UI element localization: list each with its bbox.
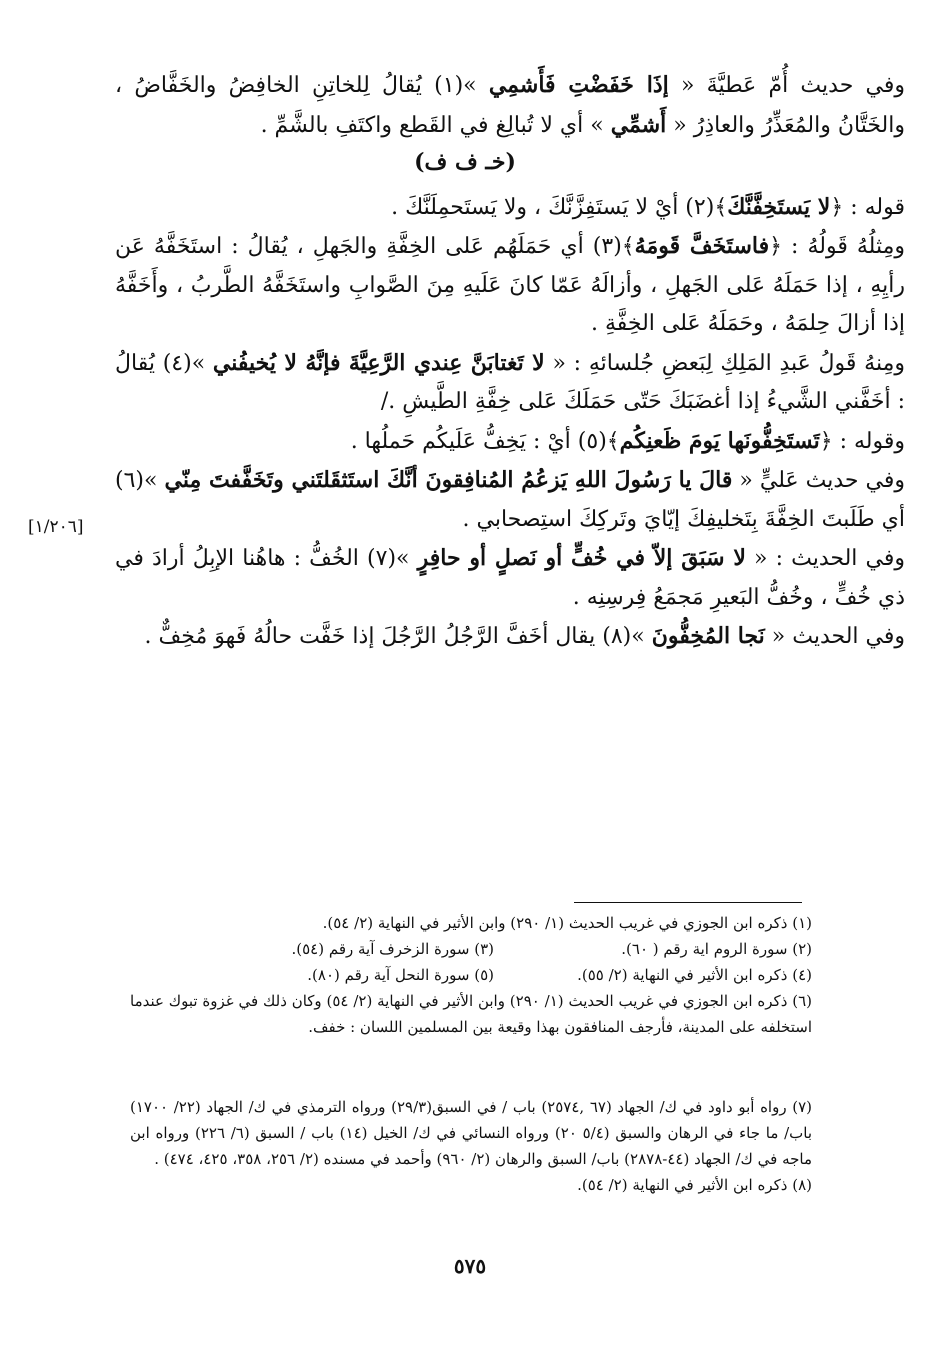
text-run: قوله : ﴿ — [830, 194, 905, 220]
paragraph — [115, 188, 905, 228]
hadith-quote: قالَ يا رَسُولَ اللهِ يَزعُمُ المُنافِقونَ أنَّكَ استَثقَلتَني وتَخَفَّفتَ مِنّي — [164, 467, 733, 493]
footnotes-group-2 — [130, 1094, 812, 1198]
text-run: وفي حديث عَليٍّ « — [732, 468, 906, 493]
hadith-quote: نَجا المُخِفُّونَ — [651, 623, 765, 649]
footnote: (٤) ذكره ابن الأثير في النهاية (٢/ ٥٥). — [577, 966, 812, 984]
footnote: (٣) سورة الزخرف آية رقم (٥٤). — [291, 940, 494, 958]
footnote: (٢) سورة الروم اية رقم ( ٦٠). — [621, 940, 812, 958]
paragraph — [115, 539, 905, 617]
text-run: وفي الحديث : « — [745, 546, 906, 571]
text-run: »(٦) أي طَلَبتَ الخِفَّةَ بِتَخليفِكَ إيّايَ وتَركِكَ استِصحابي . — [115, 468, 905, 532]
paragraph — [115, 617, 905, 657]
quran-quote: تَستَخِفُّونَها يَومَ ظَعنِكُم — [619, 427, 820, 454]
footnote: (٧) رواه أبو داود في ك/ الجهاد (٦٧ ,٢٥٧٤) باب / في السبق(٢٩/٣) ورواه الترمذي في ك/ الجهاد (٢٢/ ١٧٠٠) باب/ ما جاء في الرهان والسبق (٥/٤ ٢٠) ورواه النسائي في ك/ الخيل (١٤) باب / السبق (٦/ ٢٢٦) ورواه ابن ماجه في ك/ الجهاد (٤٤-٢٨٧٨) باب/ السبق والرهان (٢/ ٩٦٠) وأحمد في مسنده (٢/ ٢٥٦، ٣٥٨، ٤٢٥، ٤٧٤) . — [130, 1098, 813, 1168]
entry-heading: (خـ ف ف) — [414, 149, 516, 175]
page-number: ٥٧٥ — [453, 1254, 487, 1278]
main-text — [115, 66, 905, 657]
quran-quote: فاستَخَفَّ قَومَهُ — [634, 233, 770, 259]
hadith-quote: أَشمِّي — [610, 111, 667, 138]
paragraph — [115, 461, 905, 539]
text-run: ﴾(٢) أيْ لا يَستَفِزَّنَّكَ ، ولا يَستَحمِلَنَّكَ . — [391, 194, 728, 220]
hadith-quote: لا سَبَقَ إلاّ في خُفٍّ أو نَصلٍ أو حافِرٍ — [417, 545, 746, 571]
margin-page-reference: [١/٢٠٦] — [28, 517, 84, 537]
text-run: » أي لا تُبالِغ في القَطع واكتَفِ بالشَّمِّ . — [260, 112, 611, 138]
text-run: ومِنهُ قَولُ عَبدِ المَلِكِ لِبَعضِ جُلسائهِ : « — [544, 350, 905, 376]
paragraph — [115, 422, 905, 462]
text-run: »(١) يُقالُ لِلخاتِنِ الخافِضُ والخَفَّاضُ ، والخَتَّانُ والمُعَذِّرُ والعاذِرُ « — [115, 73, 905, 138]
hadith-quote: إذَا خَفَضْتِ فَأَشمِي — [488, 72, 669, 98]
paragraph — [115, 227, 905, 344]
text-run: »(٤) يُقالُ : أخَفَّني الشَّيءُ إذا أغضَبَكَ حَتّى حَمَلَكَ عَلى خِفَّةِ الطَّيشِ ./ — [115, 350, 905, 414]
text-run: ومِثلُهُ قَولُهُ : ﴿ — [769, 234, 906, 259]
footnote: (٦) ذكره ابن الجوزي في غريب الحديث (١/ ٢٩٠) وابن الأثير في النهاية (٢/ ٥٤) وكان ذلك في غزوة تبوك عندما استخلفه على المدينة، فأرجف المنافقون بهذا وقيعة بين المسلمين اللسان : خفف. — [130, 992, 812, 1036]
footnote-row — [130, 962, 812, 988]
text-run: وفي الحديث « — [764, 624, 905, 649]
footnote-separator — [574, 902, 802, 903]
text-run: »(٧) الخُفُّ : هاهُنا الإبِلُ أرادَ في ذي خُفٍّ ، وخُفُّ البَعيرِ مَجمَعُ فِرسِنِه . — [115, 546, 905, 610]
paragraph — [115, 344, 905, 422]
text-run: وفي حديث أُمّ عَطيَّةَ « — [668, 73, 905, 98]
footnote: (٨) ذكره ابن الأثير في النهاية (٢/ ٥٤). — [577, 1176, 812, 1194]
hadith-quote: لا تَغتابَنَّ عِندي الرَّعِيَّةَ فإنَّهُ لا يُخيفُني — [212, 349, 545, 376]
footnote-row — [130, 936, 812, 962]
text-run: ﴾(٥) أيْ : يَخِفُّ عَلَيكُم حَملُها . — [350, 428, 620, 454]
text-run: ﴾(٣) أي حَمَلَهُم عَلى الخِفَّةِ والجَهلِ ، يُقالُ : استَخَفَّهُ عَن رأيِهِ ، إذا حَمَلَهُ عَلى الجَهلِ ، وأزالَهُ عَمّا كانَ عَلَيهِ مِنَ الصَّوابِ واستَخَفَّهُ الطَّربُ ، وأَخَفَّهُ إذا أزالَ حِلمَهُ ، وحَمَلَهُ عَلى الخِفَّةِ . — [115, 234, 905, 336]
text-run: »(٨) يقال أخَفَّ الرَّجُلُ الرَّجُلَ إذا خَفَّت حالُهُ فَهوَ مُخِفٌّ . — [144, 624, 652, 649]
footnote: (٥) سورة النحل آية رقم (٨٠). — [307, 966, 494, 984]
footnote: (١) ذكره ابن الجوزي في غريب الحديث (١/ ٢٩٠) وابن الأثير في النهاية (٢/ ٥٤). — [322, 914, 812, 932]
text-run: وقوله : ﴿ — [819, 428, 905, 454]
footnotes-group-1 — [130, 910, 812, 1040]
paragraph — [115, 66, 905, 145]
quran-quote: لا يَستَخِفَّنَّكَ — [727, 193, 831, 220]
